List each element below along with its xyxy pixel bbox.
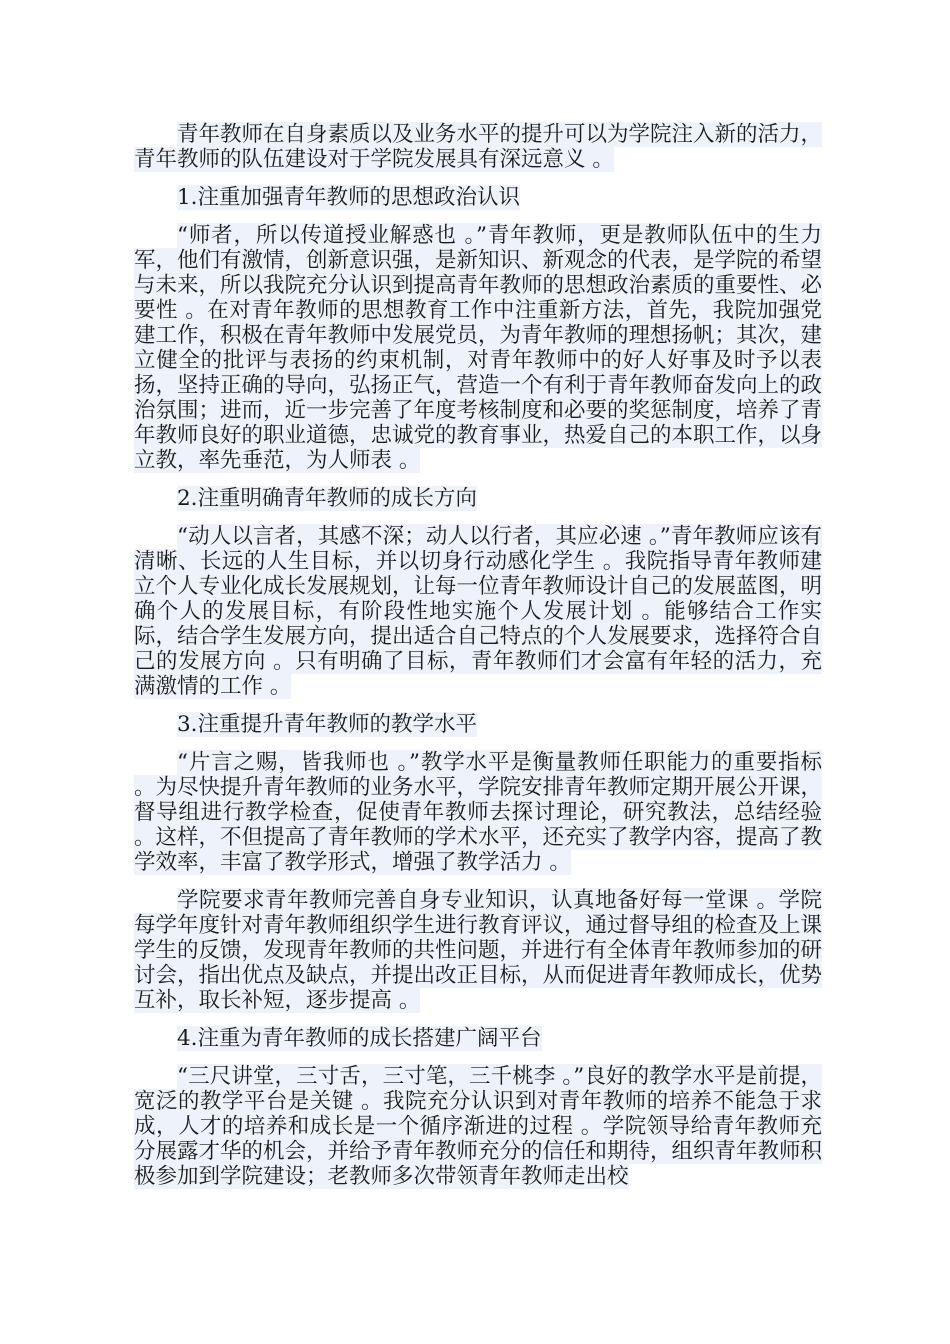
- paragraph-section-3a: [134, 750, 822, 875]
- paragraph-section-3b: [134, 888, 822, 1013]
- section-heading-4: [134, 1026, 822, 1051]
- paragraph-section-1-text: “师者，所以传道授业解惑也 。”青年教师，更是教师队伍中的生力军，他们有激情，创新意识强，是新知识、新观念的代表，是学院的希望与未来，所以我院充分认识到提高青年教师的思想政治素质的重要性、必要性 。在对青年教师的思想教育工作中注重新方法，首先，我院加强党建工作，积极在青年教师中发展党员，为青年教师的理想扬帆；其次，建立健全的批评与表扬的约束机制，对青年教师中的好人好事及时予以表扬，坚持正确的导向，弘扬正气，营造一个有利于青年教师奋发向上的政治氛围；进而，近一步完善了年度考核制度和必要的奖惩制度，培养了青年教师良好的职业道德，忠诚党的教育事业，热爱自己的本职工作，以身立教，率先垂范，为人师表 。: [134, 223, 823, 473]
- paragraph-section-2-text: “动人以言者，其感不深；动人以行者，其应必速 。”青年教师应该有清晰、长远的人生目标，并以切身行动感化学生 。我院指导青年教师建立个人专业化成长发展规划，让每一位青年教师设计自己的发展蓝图，明确个人的发展目标，有阶段性地实施个人发展计划 。能够结合工作实际，结合学生发展方向，提出适合自己特点的个人发展要求，选择符合自己的发展方向 。只有明确了目标，青年教师们才会富有年轻的活力，充满激情的工作 。: [134, 524, 823, 699]
- paragraph-section-1: [134, 223, 822, 473]
- paragraph-section-4: [134, 1064, 822, 1189]
- section-heading-1-text: 1.注重加强青年教师的思想政治认识: [177, 185, 521, 210]
- section-heading-2: [134, 486, 822, 511]
- section-heading-4-text: 4.注重为青年教师的成长搭建广阔平台: [177, 1026, 542, 1051]
- section-heading-3-text: 3.注重提升青年教师的教学水平: [177, 712, 478, 737]
- paragraph-intro: [134, 122, 822, 172]
- paragraph-section-2: [134, 524, 822, 699]
- paragraph-intro-text: 青年教师在自身素质以及业务水平的提升可以为学院注入新的活力，青年教师的队伍建设对于学院发展具有深远意义 。: [134, 122, 823, 172]
- paragraph-section-3b-text: 学院要求青年教师完善自身专业知识，认真地备好每一堂课 。学院每学年度针对青年教师组织学生进行教育评议，通过督导组的检查及上课学生的反馈，发现青年教师的共性问题，并进行有全体青年教师参加的研讨会，指出优点及缺点，并提出改正目标，从而促进青年教师成长，优势互补，取长补短，逐步提高 。: [134, 888, 823, 1013]
- section-heading-3: [134, 712, 822, 737]
- section-heading-1: [134, 185, 822, 210]
- section-heading-2-text: 2.注重明确青年教师的成长方向: [177, 486, 478, 511]
- document-body: [134, 122, 822, 1202]
- paragraph-section-3a-text: “片言之赐，皆我师也 。”教学水平是衡量教师任职能力的重要指标 。为尽快提升青年教师的业务水平，学院安排青年教师定期开展公开课，督导组进行教学检查，促使青年教师去探讨理论，研究教法，总结经验 。这样，不但提高了青年教师的学术水平，还充实了教学内容，提高了教学效率，丰富了教学形式，增强了教学活力 。: [134, 750, 823, 875]
- paragraph-section-4-text: “三尺讲堂，三寸舌，三寸笔，三千桃李 。”良好的教学水平是前提，宽泛的教学平台是关键 。我院充分认识到对青年教师的培养不能急于求成，人才的培养和成长是一个循序渐进的过程 。学院领导给青年教师充分展露才华的机会，并给予青年教师充分的信任和期待，组织青年教师积极参加到学院建设；老教师多次带领青年教师走出校: [134, 1064, 823, 1189]
